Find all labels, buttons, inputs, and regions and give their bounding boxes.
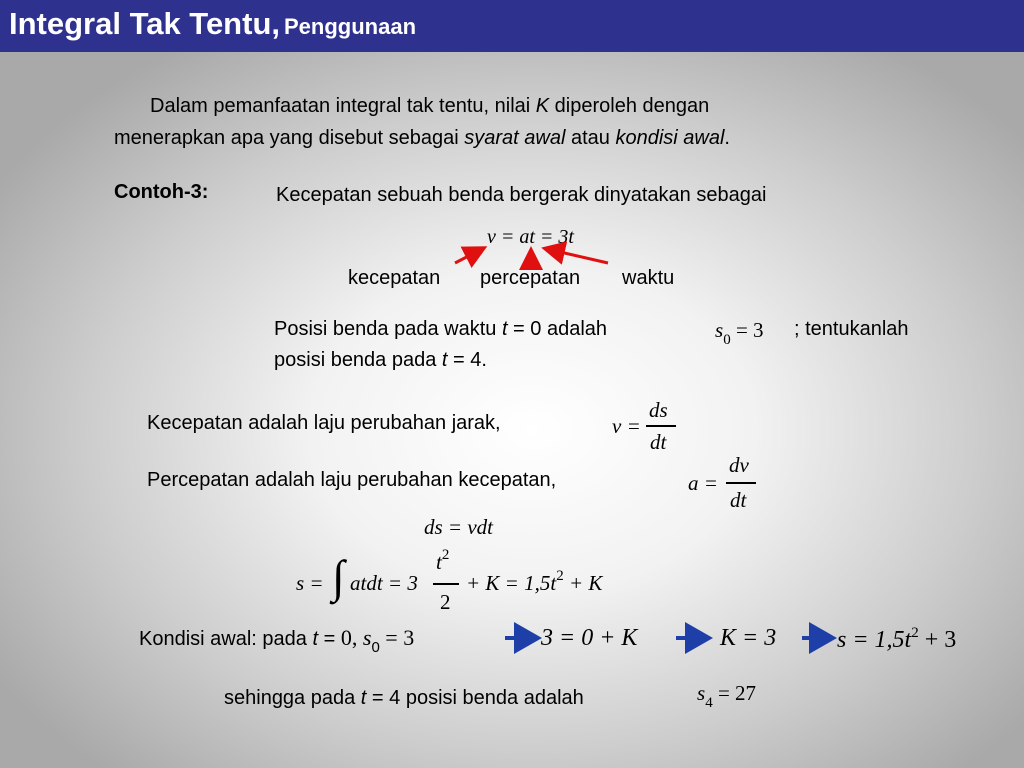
position-t-var: t <box>501 318 508 340</box>
integral-lhs: s = <box>296 571 324 595</box>
result-exp: 2 <box>911 625 919 641</box>
condition-text <box>139 623 414 656</box>
condition-s-var: s <box>362 625 372 650</box>
condition-step-2: K = 3 <box>720 625 777 651</box>
intro-term-syarat-awal: syarat awal <box>464 127 566 149</box>
acceleration-definition: Percepatan adalah laju perubahan kecepatan, <box>147 469 557 491</box>
intro-text: atau <box>565 127 616 149</box>
ds-equation: ds = vdt <box>424 515 493 539</box>
velocity-numerator: ds <box>649 398 668 422</box>
velocity-lhs: v = <box>612 414 641 438</box>
intro-text: diperoleh dengan <box>549 95 710 117</box>
s4-var: s <box>697 681 706 705</box>
position-text: = 0 adalah <box>507 318 608 340</box>
annotation-kecepatan: kecepatan <box>348 267 441 289</box>
intro-text: menerapkan apa yang disebut sebagai <box>114 127 465 149</box>
condition-t-var: t <box>312 628 319 650</box>
s0-sub: 0 <box>723 332 731 348</box>
frac-num-t: t <box>436 550 442 574</box>
conclusion-text-a: sehingga pada <box>224 687 361 709</box>
title-main-text: Integral Tak Tentu, <box>9 6 280 41</box>
acceleration-lhs: a = <box>688 471 718 495</box>
position-line-2 <box>274 345 487 375</box>
condition-t-value: 0, <box>340 625 358 650</box>
acceleration-fraction-line <box>726 482 756 484</box>
s4-rhs: = 27 <box>717 681 757 705</box>
example-label: Contoh-3: <box>114 181 209 203</box>
position-text: Posisi benda pada waktu <box>274 318 502 340</box>
s0-var: s <box>715 318 724 342</box>
condition-result <box>837 625 957 655</box>
acceleration-denominator: dt <box>730 488 747 512</box>
integral-rhs-t: t <box>550 571 557 595</box>
integral-rhs-text: + K = 1,5 <box>466 571 551 595</box>
annotation-waktu: waktu <box>622 267 675 289</box>
condition-s-sub: 0 <box>371 639 380 656</box>
velocity-definition: Kecepatan adalah laju perubahan jarak, <box>147 412 501 434</box>
title-subtitle: Penggunaan <box>284 14 417 39</box>
s4-sub: 4 <box>705 695 713 711</box>
intro-k-var: K <box>535 95 550 117</box>
frac-num-exp: 2 <box>441 547 450 563</box>
integral-rhs-tail: + K <box>568 571 603 595</box>
intro-text: . <box>724 127 730 149</box>
s0-equation <box>715 318 764 348</box>
result-t: t <box>904 627 912 653</box>
integrand: atdt = 3 <box>350 571 418 595</box>
condition-s-eq: = 3 <box>379 625 415 650</box>
example-statement: Kecepatan sebuah benda bergerak dinyatakan sebagai <box>276 184 767 206</box>
condition-eq: = <box>318 628 341 650</box>
integral-fraction-numerator <box>436 547 450 577</box>
integral-fraction-denominator: 2 <box>440 590 451 614</box>
s0-rhs: = 3 <box>735 318 764 342</box>
intro-text: Dalam pemanfaatan integral tak tentu, nilai <box>150 95 536 117</box>
position-line-1 <box>274 314 607 344</box>
position-instruction: ; tentukanlah <box>794 318 909 340</box>
velocity-denominator: dt <box>650 430 667 454</box>
position-text: posisi benda pada <box>274 349 442 371</box>
condition-prefix: Kondisi awal: pada <box>139 628 313 650</box>
acceleration-numerator: dv <box>729 453 749 477</box>
arrow-to-t <box>547 249 608 263</box>
annotation-percepatan: percepatan <box>480 267 581 289</box>
intro-term-kondisi-awal: kondisi awal <box>615 127 725 149</box>
result-rhs: + 3 <box>924 627 957 653</box>
s4-equation <box>697 681 757 711</box>
integral-fraction-line <box>433 583 459 585</box>
conclusion-t-var: t <box>360 687 367 709</box>
conclusion-text-b: = 4 posisi benda adalah <box>366 687 584 709</box>
integral-rhs <box>466 568 603 598</box>
condition-step-1: 3 = 0 + K <box>541 625 638 651</box>
arrow-to-v <box>455 249 482 263</box>
integral-sign: ∫ <box>332 551 345 602</box>
position-text: = 4. <box>447 349 487 371</box>
position-t-var: t <box>441 349 448 371</box>
velocity-fraction-line <box>646 425 676 427</box>
velocity-equation: v = at = 3t <box>487 226 574 248</box>
result-lhs: s = 1,5 <box>837 627 905 653</box>
conclusion-text <box>224 683 584 713</box>
integral-rhs-exp: 2 <box>556 568 564 584</box>
